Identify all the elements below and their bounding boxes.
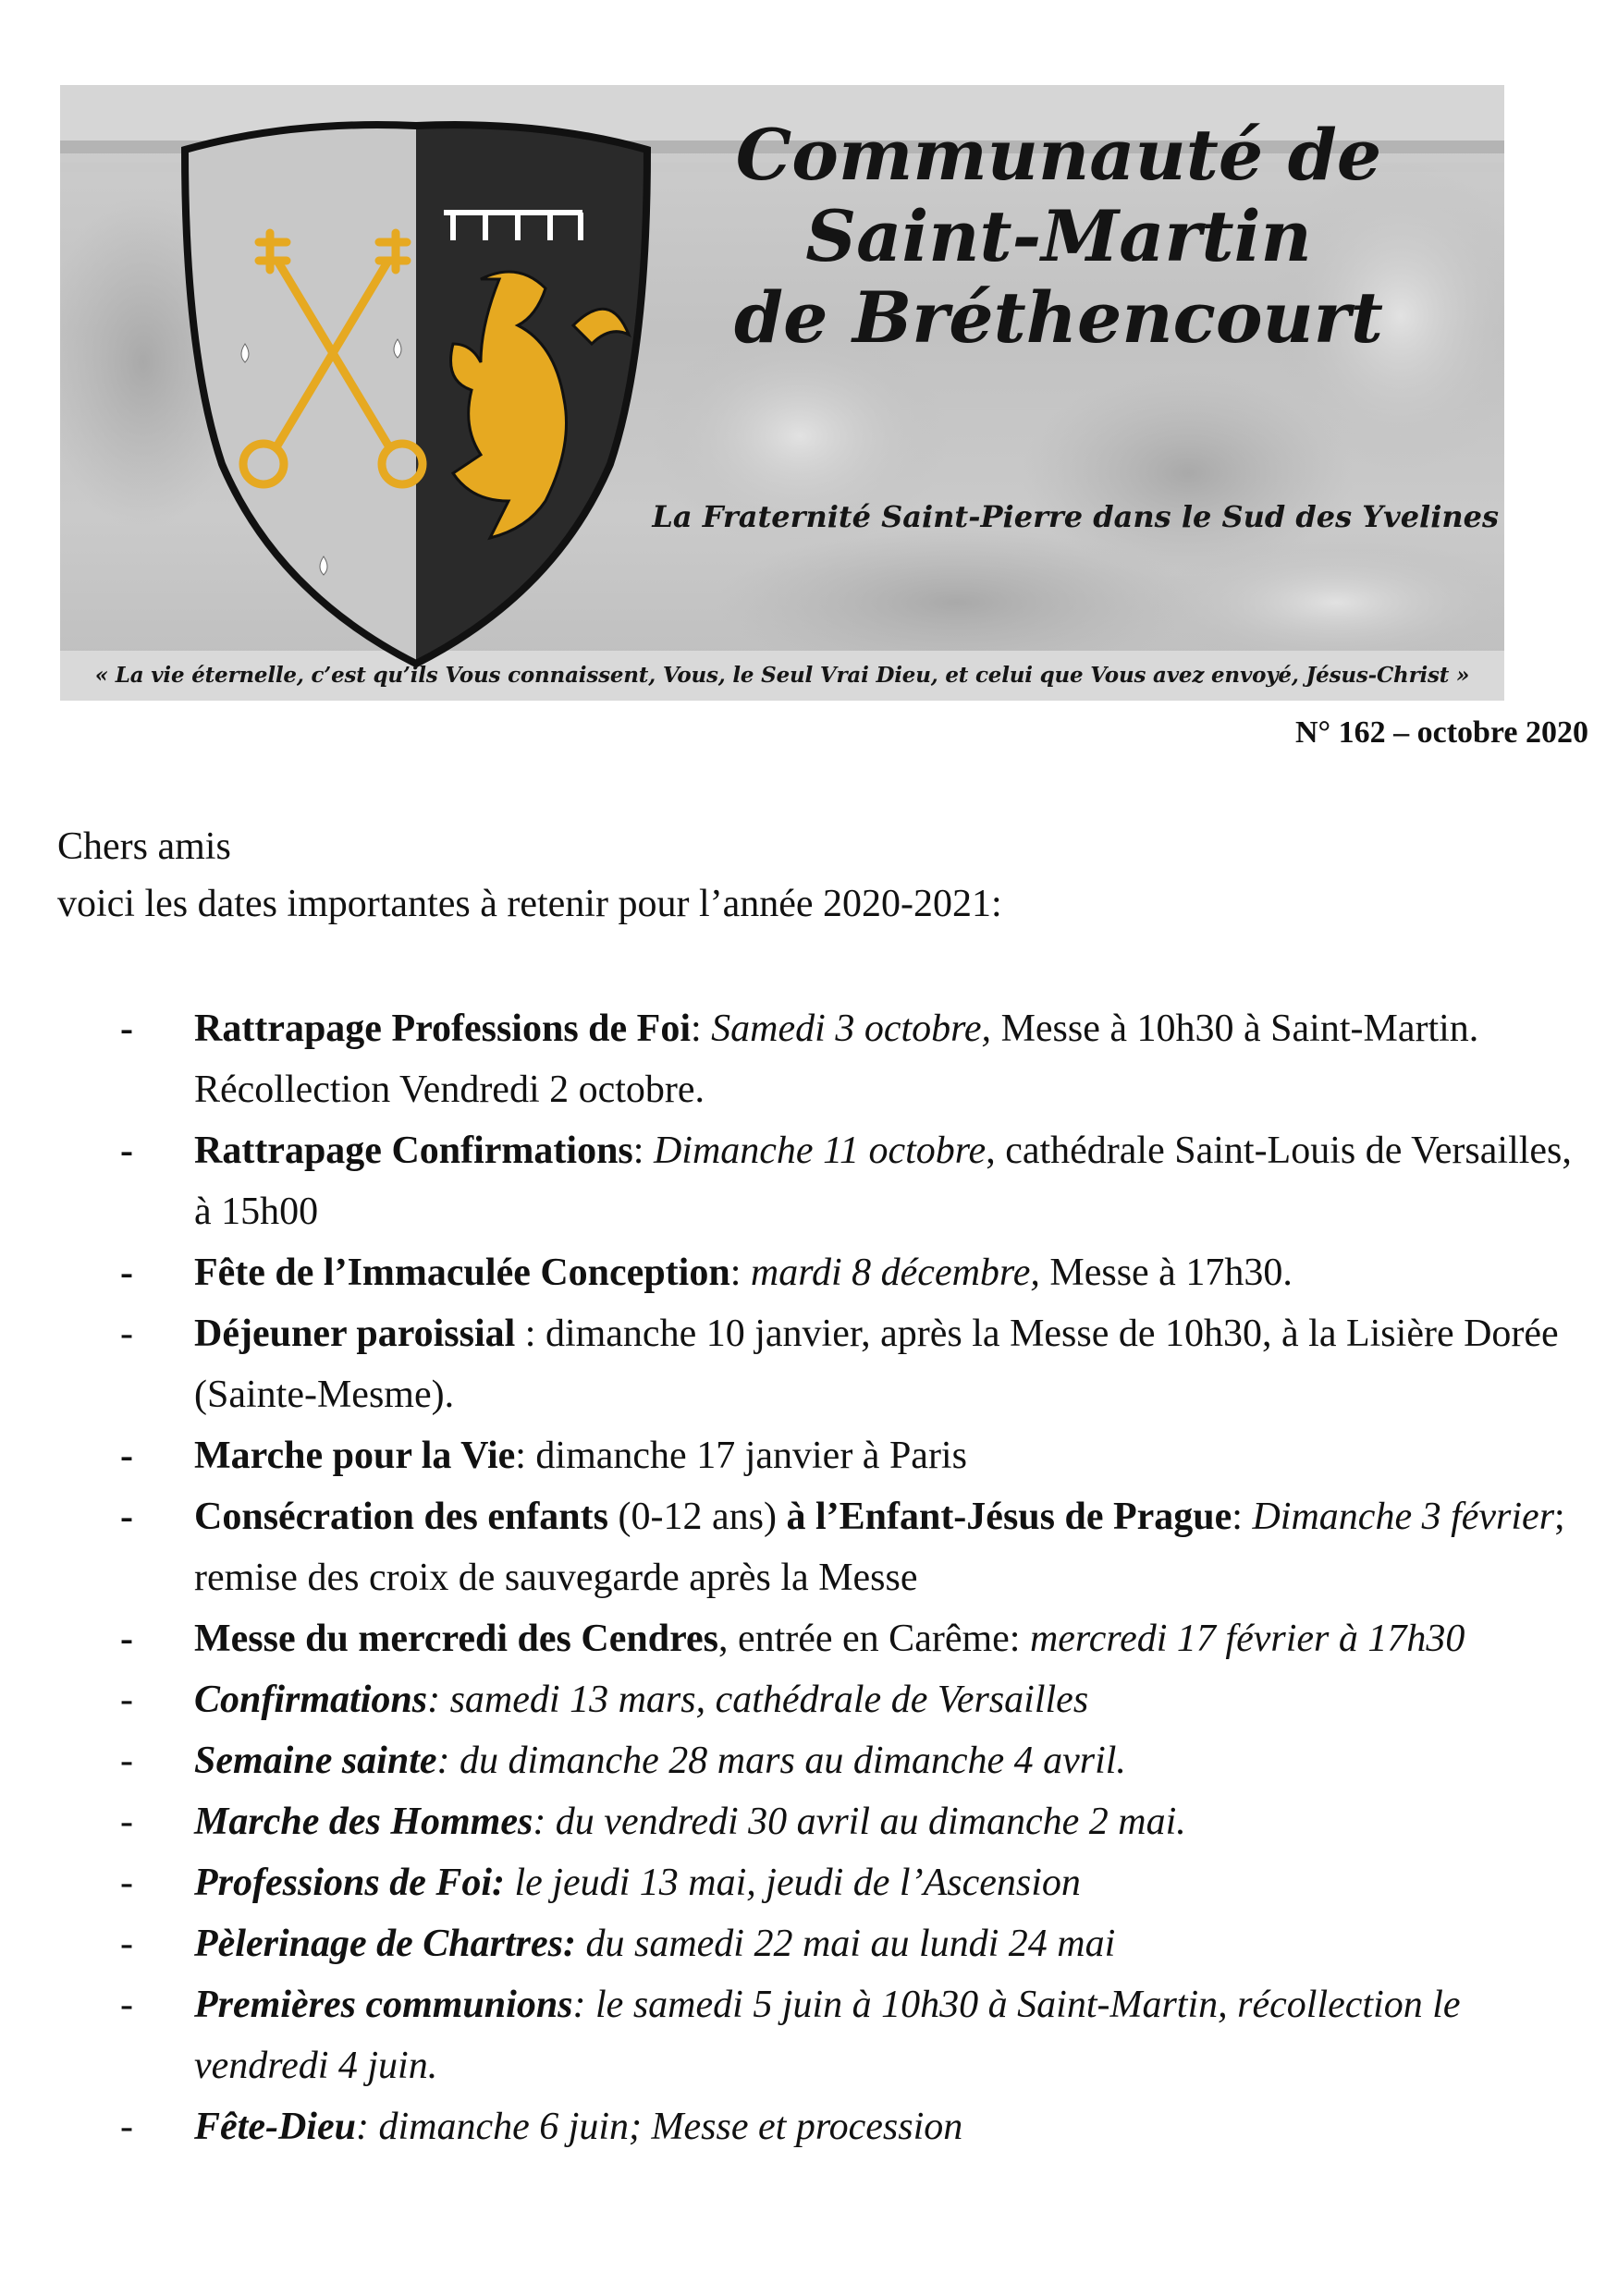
list-item: - Déjeuner paroissial : dimanche 10 janvier, après la Messe de 10h30, à la Lisière Dorée (Sainte-Mesme). [120, 1303, 1581, 1425]
list-item: - Professions de Foi: le jeudi 13 mai, jeudi de l’Ascension [120, 1852, 1581, 1913]
list-item: - Fête de l’Immaculée Conception: mardi 8 décembre, Messe à 17h30. [120, 1242, 1581, 1303]
bullet-dash: - [120, 1252, 133, 1294]
bullet-dash: - [120, 1984, 133, 2026]
bullet-dash: - [120, 1862, 133, 1904]
bullet-dash: - [120, 1313, 133, 1355]
header-banner [60, 85, 1504, 701]
list-item: - Marche pour la Vie: dimanche 17 janvier à Paris [120, 1425, 1581, 1486]
list-item: - Consécration des enfants (0-12 ans) à l’Enfant-Jésus de Prague: Dimanche 3 février; remise des croix de sauvegarde après la Messe [120, 1486, 1581, 1608]
list-item: - Rattrapage Confirmations: Dimanche 11 octobre, cathédrale Saint-Louis de Versailles, à 15h00 [120, 1120, 1581, 1242]
subtitle: La Fraternité Saint-Pierre dans le Sud des Yvelines [652, 499, 1499, 534]
greeting: Chers amis [57, 825, 231, 868]
title-line-3: de Bréthencourt [734, 276, 1383, 359]
list-item: - Pèlerinage de Chartres: du samedi 22 mai au lundi 24 mai [120, 1913, 1581, 1974]
bullet-dash: - [120, 1130, 133, 1172]
motto-quote: « La vie éternelle, c’est qu’ils Vous connaissent, Vous, le Seul Vrai Dieu, et celui que Vous avez envoyé, Jésus-Christ » [94, 663, 1470, 688]
list-item: - Marche des Hommes: du vendredi 30 avril au dimanche 2 mai. [120, 1791, 1581, 1852]
community-title [689, 115, 1428, 359]
list-item: - Fête-Dieu: dimanche 6 juin; Messe et procession [120, 2096, 1581, 2157]
list-item: - Premières communions: le samedi 5 juin à 10h30 à Saint-Martin, récollection le vendredi 4 juin. [120, 1974, 1581, 2096]
list-item: - Rattrapage Professions de Foi: Samedi 3 octobre, Messe à 10h30 à Saint-Martin. Récollection Vendredi 2 octobre. [120, 998, 1581, 1120]
bullet-dash: - [120, 1435, 133, 1477]
bullet-dash: - [120, 1801, 133, 1843]
bullet-dash: - [120, 2106, 133, 2148]
bullet-dash: - [120, 1679, 133, 1721]
intro-line: voici les dates importantes à retenir pour l’année 2020-2021: [57, 883, 1002, 925]
bullet-dash: - [120, 1008, 133, 1050]
list-item: - Semaine sainte: du dimanche 28 mars au dimanche 4 avril. [120, 1730, 1581, 1791]
intro [57, 818, 1002, 933]
bullet-dash: - [120, 1740, 133, 1782]
list-item: - Messe du mercredi des Cendres, entrée en Carême: mercredi 17 février à 17h30 [120, 1608, 1581, 1669]
title-line-1: Communauté de [735, 114, 1382, 196]
title-line-2: Saint-Martin [805, 195, 1312, 277]
bullet-dash: - [120, 1496, 133, 1538]
coat-of-arms [166, 113, 666, 686]
bullet-dash: - [120, 1618, 133, 1660]
bullet-dash: - [120, 1923, 133, 1965]
list-item: - Confirmations: samedi 13 mars, cathédrale de Versailles [120, 1669, 1581, 1730]
events-list [120, 998, 1581, 2157]
issue-number: N° 162 – octobre 2020 [1294, 715, 1588, 750]
